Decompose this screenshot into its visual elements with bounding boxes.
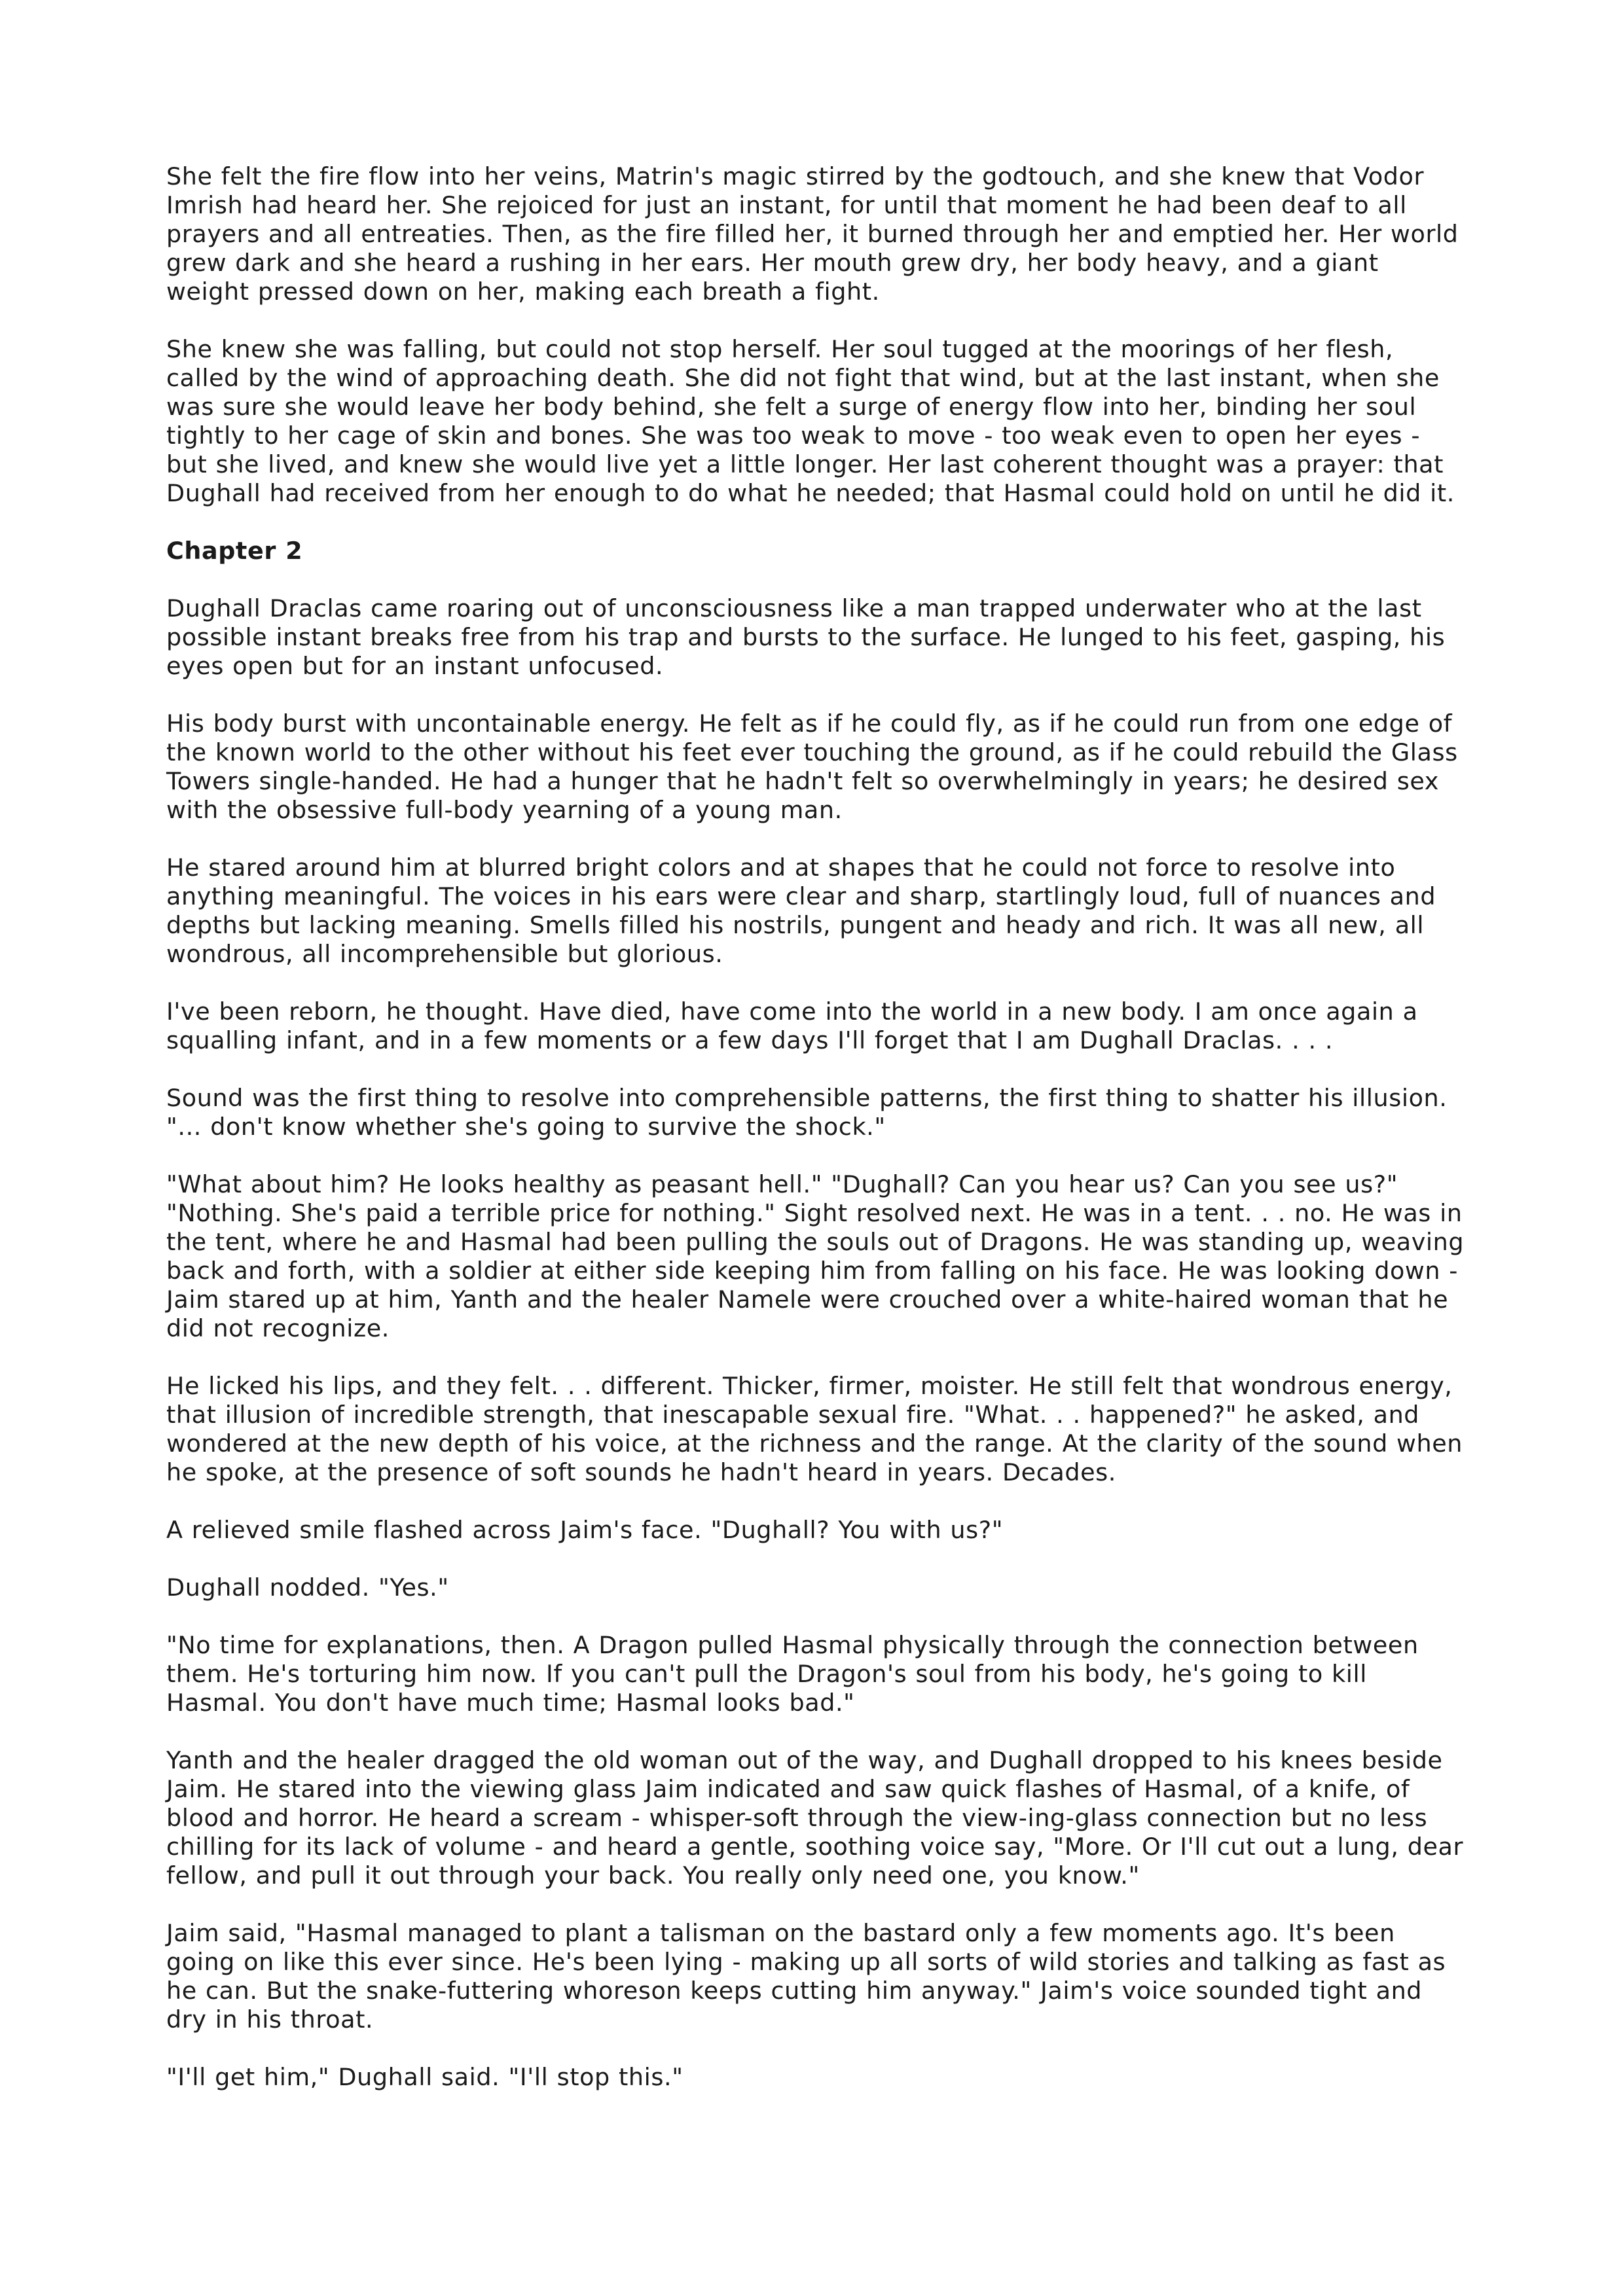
paragraph: A relieved smile flashed across Jaim's face. "Dughall? You with us?": [166, 1516, 1004, 1544]
paragraph: Dughall nodded. "Yes.": [166, 1573, 449, 1602]
paragraph: Yanth and the healer dragged the old woman out of the way, and Dughall dropped to his knees beside Jaim. He stared into the viewing glass Jaim indicated and saw quick flashes of Hasmal, of a knife, of blood and horror. He heard a scream - whisper-soft through the view-ing-glass connection but no less chilling for its lack of volume - and heard a gentle, soothing voice say, "More. Or I'll cut out a lung, dear fellow, and pull it out through your back. You really only need one, you know.": [166, 1746, 1464, 1890]
paragraph: "I'll get him," Dughall said. "I'll stop this.": [166, 2063, 684, 2091]
paragraph: "No time for explanations, then. A Dragon pulled Hasmal physically through the connection between them. He's torturing him now. If you can't pull the Dragon's soul from his body, he's going to kill Hasmal. You don't have much time; Hasmal looks bad.": [166, 1631, 1419, 1717]
paragraph: He licked his lips, and they felt. . . different. Thicker, firmer, moister. He still felt that wondrous energy, that illusion of incredible strength, that inescapable sexual fire. "What. . . happened?" he asked, and wondered at the new depth of his voice, at the richness and the range. At the clarity of the sound when he spoke, at the presence of soft sounds he hadn't heard in years. Decades.: [166, 1372, 1463, 1486]
paragraph: He stared around him at blurred bright colors and at shapes that he could not force to resolve into anything meaningful. The voices in his ears were clear and sharp, startlingly loud, full of nuances and depths but lacking meaning. Smells filled his nostrils, pungent and heady and rich. It was all new, all wondrous, all incomprehensible but glorious.: [166, 853, 1436, 968]
paragraph: "What about him? He looks healthy as peasant hell." "Dughall? Can you hear us? Can you see us?" "Nothing. She's paid a terrible price for nothing." Sight resolved next. He was in a tent. . . no. He was in the tent, where he and Hasmal had been pulling the souls out of Dragons. He was standing up, weaving back and forth, with a soldier at either side keeping him from falling on his face. He was looking down - Jaim stared up at him, Yanth and the healer Namele were crouched over a white-haired woman that he did not recognize.: [166, 1170, 1465, 1342]
paragraph: She knew she was falling, but could not stop herself. Her soul tugged at the moorings of her flesh, called by the wind of approaching death. She did not fight that wind, but at the last instant, when she was sure she would leave her body behind, she felt a surge of energy flow into her, binding her soul tightly to her cage of skin and bones. She was too weak to move - too weak even to open her eyes - but she lived, and knew she would live yet a little longer. Her last coherent thought was a prayer: that Dughall had received from her enough to do what he needed; that Hasmal could hold on until he did it.: [166, 335, 1455, 507]
chapter-heading: Chapter 2: [166, 537, 303, 565]
paragraph: She felt the fire flow into her veins, Matrin's magic stirred by the godtouch, and she knew that Vodor Imrish had heard her. She rejoiced for just an instant, for until that moment he had been deaf to all prayers and all entreaties. Then, as the fire filled her, it burned through her and emptied her. Her world grew dark and she heard a rushing in her ears. Her mouth grew dry, her body heavy, and a giant weight pressed down on her, making each breath a fight.: [166, 162, 1459, 306]
document-page: [166, 162, 1469, 2121]
paragraph: Jaim said, "Hasmal managed to plant a talisman on the bastard only a few moments ago. It's been going on like this ever since. He's been lying - making up all sorts of wild stories and talking as fast as he can. But the snake-futtering whoreson keeps cutting him anyway." Jaim's voice sounded tight and dry in his throat.: [166, 1919, 1446, 2034]
paragraph: Dughall Draclas came roaring out of unconsciousness like a man trapped underwater who at the last possible instant breaks free from his trap and bursts to the surface. He lunged to his feet, gasping, his eyes open but for an instant unfocused.: [166, 594, 1446, 680]
paragraph: Sound was the first thing to resolve into comprehensible patterns, the first thing to shatter his illusion. "... don't know whether she's going to survive the shock.": [166, 1084, 1448, 1141]
paragraph: I've been reborn, he thought. Have died, have come into the world in a new body. I am once again a squalling infant, and in a few moments or a few days I'll forget that I am Dughall Draclas. . . .: [166, 997, 1418, 1054]
paragraph: His body burst with uncontainable energy. He felt as if he could fly, as if he could run from one edge of the known world to the other without his feet ever touching the ground, as if he could rebuild the Glass Towers single-handed. He had a hunger that he hadn't felt so overwhelmingly in years; he desired sex with the obsessive full-body yearning of a young man.: [166, 709, 1458, 824]
